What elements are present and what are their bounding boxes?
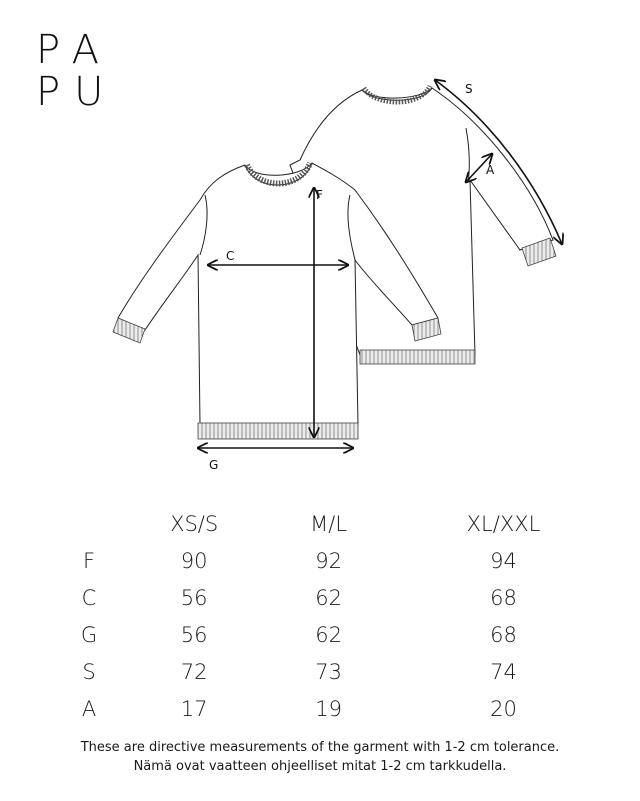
table-cell: 17 bbox=[180, 696, 208, 721]
measurement-label: G bbox=[80, 622, 98, 647]
table-cell: 20 bbox=[490, 696, 517, 721]
table-cell: 56 bbox=[180, 622, 208, 647]
table-row bbox=[60, 690, 620, 727]
table-cell: 92 bbox=[315, 548, 342, 573]
size-column-header: M/L bbox=[310, 511, 348, 536]
corner-cell bbox=[60, 505, 118, 542]
table-cell: 90 bbox=[180, 548, 208, 573]
label-f: F bbox=[316, 188, 323, 202]
table-cell: 68 bbox=[490, 585, 517, 610]
label-s: S bbox=[465, 82, 473, 96]
measurement-label: S bbox=[82, 659, 96, 684]
table-cell: 68 bbox=[490, 622, 517, 647]
brand-logo-line-2: PU bbox=[36, 69, 118, 115]
table-cell: 19 bbox=[315, 696, 342, 721]
table-row bbox=[60, 616, 620, 653]
note-finnish: Nämä ovat vaatteen ohjeelliset mitat 1-2 cm tarkkudella. bbox=[133, 759, 507, 774]
measurement-label: F bbox=[82, 548, 96, 573]
table-row bbox=[60, 653, 620, 690]
size-column-header: XS/S bbox=[170, 511, 219, 536]
table-cell: 62 bbox=[315, 622, 342, 647]
measurement-label: A bbox=[81, 696, 97, 721]
table-cell: 72 bbox=[180, 659, 208, 684]
label-g: G bbox=[209, 458, 219, 472]
label-c: C bbox=[226, 249, 235, 263]
size-column-header: XL/XXL bbox=[466, 511, 541, 536]
table-cell: 74 bbox=[490, 659, 517, 684]
table-cell: 94 bbox=[490, 548, 517, 573]
size-header-row bbox=[60, 505, 620, 542]
table-cell: 62 bbox=[315, 585, 342, 610]
table-row bbox=[60, 542, 620, 579]
table-row bbox=[60, 579, 620, 616]
note-english: These are directive measurements of the garment with 1-2 cm tolerance. bbox=[80, 740, 560, 755]
brand-logo-line-1: PA bbox=[36, 27, 113, 73]
table-cell: 56 bbox=[180, 585, 208, 610]
measurement-label: C bbox=[81, 585, 97, 610]
table-cell: 73 bbox=[315, 659, 342, 684]
size-chart-table bbox=[60, 505, 620, 727]
label-a: A bbox=[486, 163, 495, 177]
